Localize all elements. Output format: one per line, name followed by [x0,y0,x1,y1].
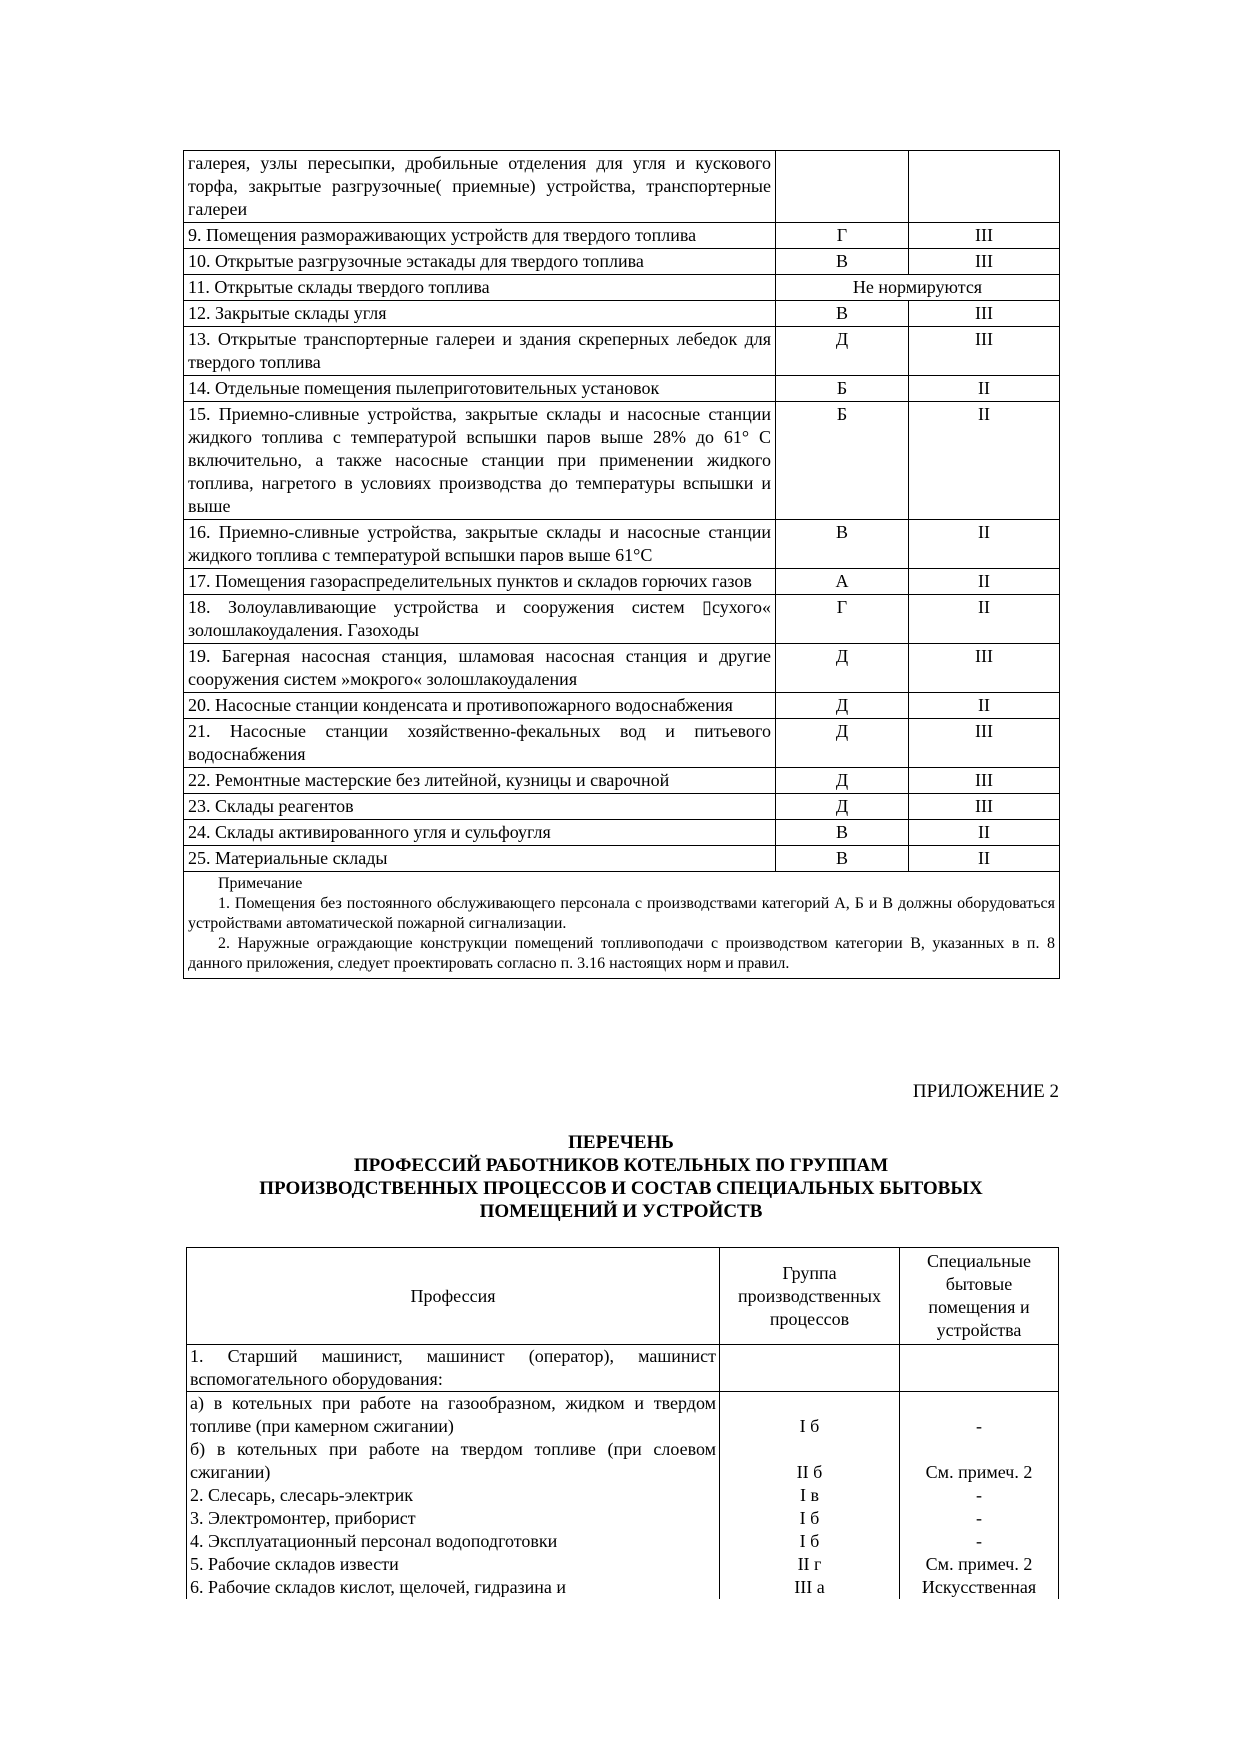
title-line-3: ПРОИЗВОДСТВЕННЫХ ПРОЦЕССОВ И СОСТАВ СПЕЦИАЛЬНЫХ БЫТОВЫХ [259,1178,983,1199]
fire-resistance-cell: III [909,644,1060,693]
category-cell: Г [776,595,909,644]
process-group-cell: I б [720,1392,900,1439]
room-name-cell: 16. Приемно-сливные устройства, закрытые склады и насосные станции жидкого топлива с температурой вспышки паров выше 61°С [184,520,776,569]
special-rooms-cell: См. примеч. 2 [900,1438,1059,1484]
fire-resistance-cell: III [909,223,1060,249]
room-name-cell: 20. Насосные станции конденсата и противопожарного водоснабжения [184,693,776,719]
table-row [184,719,1060,768]
table-row [184,151,1060,223]
process-group-cell: III а [720,1576,900,1599]
table-row [184,402,1060,520]
header-special: Специальные бытовые помещения и устройства [900,1248,1059,1345]
fire-resistance-cell: II [909,569,1060,595]
appendix-label: ПРИЛОЖЕНИЕ 2 [912,1081,1059,1102]
table-row [184,223,1060,249]
profession-cell: б) в котельных при работе на твердом топливе (при слоевом сжигании) [187,1438,720,1484]
professions-header-row [187,1248,1059,1345]
table-row [187,1345,1059,1392]
special-rooms-cell: - [900,1507,1059,1530]
category-cell: Д [776,794,909,820]
special-rooms-cell: Искусственная [900,1576,1059,1599]
table-row [187,1438,1059,1484]
room-name-cell: 25. Материальные склады [184,846,776,872]
special-rooms-cell: См. примеч. 2 [900,1553,1059,1576]
process-group-cell: II г [720,1553,900,1576]
note-2: 2. Наружные ограждающие конструкции помещений топливоподачи с производством категории В, указанных в п. 8 данного приложения, следует проектировать согласно п. 3.16 настоящих норм и правил. [188,935,1055,972]
category-cell: Д [776,693,909,719]
profession-cell: 1. Старший машинист, машинист (оператор), машинист вспомогательного оборудования: [187,1345,720,1392]
table-row [187,1553,1059,1576]
table-row [184,768,1060,794]
category-cell: Д [776,719,909,768]
special-rooms-cell: - [900,1530,1059,1553]
header-group: Группа производственных процессов [720,1248,900,1345]
process-group-cell: II б [720,1438,900,1484]
room-name-cell: 19. Багерная насосная станция, шламовая насосная станция и другие сооружения систем »мокрого« золошлакоудаления [184,644,776,693]
profession-cell: 5. Рабочие складов извести [187,1553,720,1576]
title-line-2: ПРОФЕССИЙ РАБОТНИКОВ КОТЕЛЬНЫХ ПО ГРУППАМ [353,1155,889,1176]
table-row [187,1392,1059,1439]
fire-resistance-cell: III [909,768,1060,794]
table-row [184,693,1060,719]
table-row [184,644,1060,693]
table-row [187,1507,1059,1530]
process-group-cell [720,1345,900,1392]
special-rooms-cell: - [900,1484,1059,1507]
room-name-cell: 12. Закрытые склады угля [184,301,776,327]
category-cell: А [776,569,909,595]
note-1: 1. Помещения без постоянного обслуживающего персонала с производствами категорий А, Б и В должны оборудоваться устройствами автоматической пожарной сигнализации. [188,895,1055,932]
table-row [184,846,1060,872]
fire-resistance-cell: II [909,820,1060,846]
fire-resistance-cell: III [909,301,1060,327]
fire-resistance-cell: II [909,520,1060,569]
room-name-cell: 24. Склады активированного угля и сульфоугля [184,820,776,846]
special-rooms-cell: - [900,1392,1059,1439]
fire-resistance-cell: II [909,595,1060,644]
table-row [187,1530,1059,1553]
table-row [184,595,1060,644]
category-cell: Б [776,402,909,520]
profession-cell: 4. Эксплуатационный персонал водоподготовки [187,1530,720,1553]
room-name-cell: 21. Насосные станции хозяйственно-фекальных вод и питьевого водоснабжения [184,719,776,768]
category-cell: Г [776,223,909,249]
table-row [184,820,1060,846]
fire-category-table [183,150,1060,979]
fire-resistance-cell: II [909,693,1060,719]
room-name-cell: 11. Открытые склады твердого топлива [184,275,776,301]
room-name-cell: галерея, узлы пересыпки, дробильные отделения для угля и кускового торфа, закрытые разгрузочные( приемные) устройства, транспортерные галереи [184,151,776,223]
fire-category-table-body [184,151,1060,872]
section-title [183,1131,1059,1223]
room-name-cell: 22. Ремонтные мастерские без литейной, кузницы и сварочной [184,768,776,794]
process-group-cell: I в [720,1484,900,1507]
room-name-cell: 23. Склады реагентов [184,794,776,820]
profession-cell: 2. Слесарь, слесарь-электрик [187,1484,720,1507]
table-row [184,249,1060,275]
professions-table-body [187,1345,1059,1600]
room-name-cell: 18. Золоулавливающие устройства и сооружения систем ▯сухого« золошлакоудаления. Газоходы [184,595,776,644]
category-cell: Д [776,327,909,376]
fire-resistance-cell: III [909,249,1060,275]
room-name-cell: 13. Открытые транспортерные галереи и здания скреперных лебедок для твердого топлива [184,327,776,376]
table-row [184,794,1060,820]
fire-resistance-cell: II [909,402,1060,520]
category-cell: В [776,301,909,327]
note-row [184,872,1060,979]
fire-resistance-cell: III [909,327,1060,376]
professions-table [186,1247,1059,1599]
note-title: Примечание [218,875,303,892]
fire-resistance-cell: III [909,794,1060,820]
category-cell [776,151,909,223]
room-name-cell: 17. Помещения газораспределительных пунктов и складов горючих газов [184,569,776,595]
title-line-1: ПЕРЕЧЕНЬ [568,1132,674,1153]
fire-resistance-cell [909,151,1060,223]
process-group-cell: I б [720,1530,900,1553]
category-cell: В [776,846,909,872]
room-name-cell: 14. Отдельные помещения пылеприготовительных установок [184,376,776,402]
category-cell: В [776,520,909,569]
profession-cell: а) в котельных при работе на газообразном, жидком и твердом топливе (при камерном сжигании) [187,1392,720,1439]
fire-resistance-cell: III [909,719,1060,768]
table-row [184,275,1060,301]
table-row [187,1484,1059,1507]
table-row [187,1576,1059,1599]
room-name-cell: 9. Помещения размораживающих устройств для твердого топлива [184,223,776,249]
category-cell: В [776,249,909,275]
category-cell: Д [776,644,909,693]
fire-resistance-cell: II [909,376,1060,402]
profession-cell: 3. Электромонтер, приборист [187,1507,720,1530]
table-row [184,520,1060,569]
table-note [184,872,1060,979]
room-name-cell: 15. Приемно-сливные устройства, закрытые склады и насосные станции жидкого топлива с температурой вспышки паров выше 28% до 61° С включительно, а также насосные станции при применении жидкого топлива, нагретого в условиях производства до температуры вспышки и выше [184,402,776,520]
category-cell: Б [776,376,909,402]
category-cell: Д [776,768,909,794]
profession-cell: 6. Рабочие складов кислот, щелочей, гидразина и [187,1576,720,1599]
merged-value-cell: Не нормируются [776,275,1060,301]
special-rooms-cell [900,1345,1059,1392]
process-group-cell: I б [720,1507,900,1530]
table-row [184,327,1060,376]
fire-resistance-cell: II [909,846,1060,872]
title-line-4: ПОМЕЩЕНИЙ И УСТРОЙСТВ [479,1201,763,1222]
table-row [184,376,1060,402]
table-row [184,301,1060,327]
category-cell: В [776,820,909,846]
room-name-cell: 10. Открытые разгрузочные эстакады для твердого топлива [184,249,776,275]
header-profession: Профессия [187,1248,720,1345]
table-row [184,569,1060,595]
